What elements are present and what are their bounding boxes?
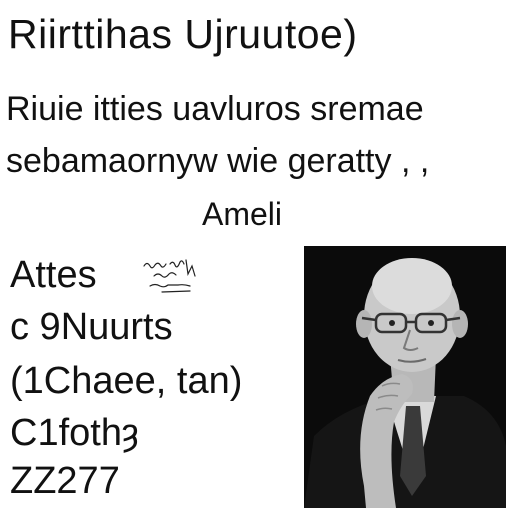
detail-atts: Attes [10, 254, 97, 296]
subtitle-line-1: Riuie itties uavluros sremae [6, 90, 424, 128]
page-title: Riirttihas Ujruutoe) [8, 11, 358, 57]
subtitle-line-2: sebamaornyw wie geratty , , [6, 142, 430, 180]
detail-chaee: (1Chaee, tan) [10, 360, 243, 402]
detail-nuurts: c 9Nuurts [10, 306, 173, 348]
elderly-man-portrait-icon [304, 246, 506, 508]
detail-year: ZZ277 [10, 460, 120, 502]
detail-cloth: C1fothȝ [10, 412, 139, 454]
handwritten-signature-icon [140, 254, 202, 298]
author-name: Ameli [202, 196, 283, 232]
